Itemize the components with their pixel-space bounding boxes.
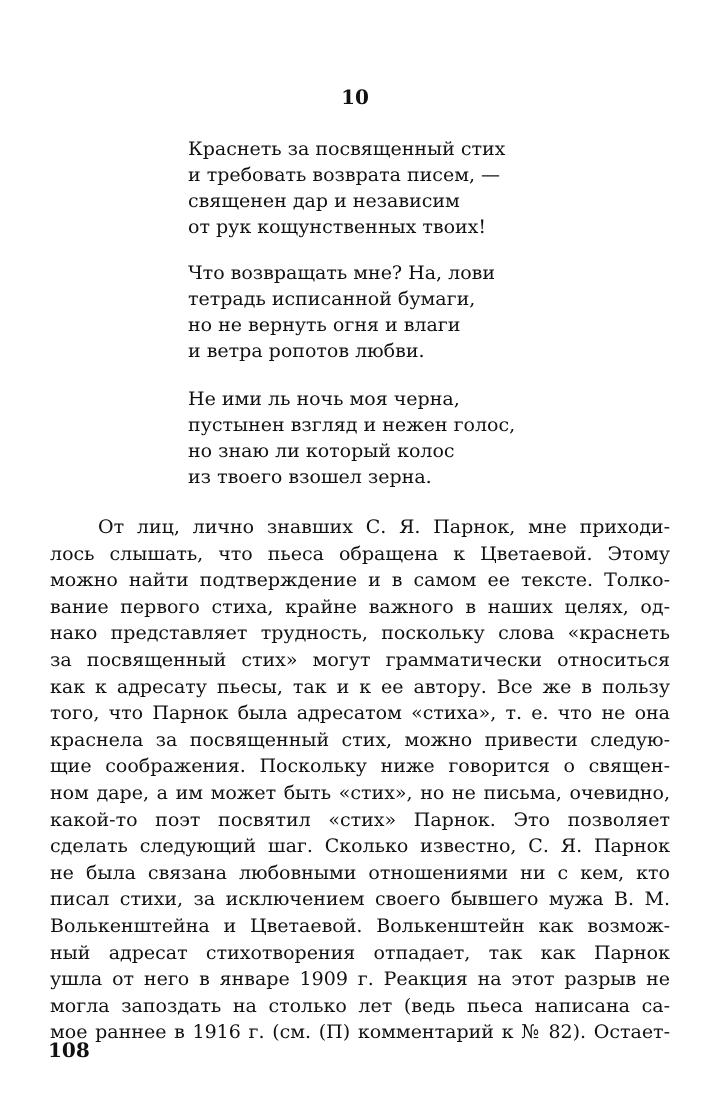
prose-line: писал стихи, за исключением своего бывшего мужа В. М. — [50, 888, 670, 911]
prose-line: лось слышать, что пьеса обращена к Цветаевой. Этому — [50, 542, 670, 565]
prose-line: не была связана любовными отношениями ни с кем, кто — [50, 861, 670, 884]
prose-line: могла запоздать на столько лет (ведь пьеса написана са- — [50, 994, 670, 1017]
prose-line: ушла от него в январе 1909 г. Реакция на этот разрыв не — [50, 968, 670, 991]
prose-line: можно найти подтверждение и в самом ее тексте. Толко- — [50, 569, 670, 592]
stanza-1 — [188, 136, 505, 240]
verse-line: тетрадь исписанной бумаги, — [188, 288, 476, 310]
prose-line: сделать следующий шаг. Сколько известно, С. Я. Парнок — [50, 835, 670, 858]
verse-line: и требовать возврата писем, — — [188, 164, 501, 186]
prose-line: Волькенштейна и Цветаевой. Волькенштейн как возмож- — [50, 914, 670, 937]
verse-line: Не ими ль ночь моя черна, — [188, 388, 460, 410]
verse-line: пустынен взгляд и нежен голос, — [188, 414, 516, 436]
prose-line: краснела за посвященный стих, можно привести следую- — [50, 728, 670, 751]
prose-line: мое раннее в 1916 г. (см. (П) комментарий к № 82). Остает- — [50, 1021, 670, 1044]
verse-line: но знаю ли который колос — [188, 440, 455, 462]
prose-line: щие соображения. Поскольку ниже говорится о священ- — [50, 755, 670, 778]
verse-line: Краснеть за посвященный стих — [188, 138, 506, 160]
prose-line: вание первого стиха, крайне важного в наших целях, од- — [50, 595, 670, 618]
stanza-2 — [188, 260, 495, 364]
prose-line: ный адресат стихотворения отпадает, так как Парнок — [50, 941, 670, 964]
prose-line: того, что Парнок была адресатом «стиха», т. е. что не она — [50, 702, 670, 725]
verse-line: от рук кощунственных твоих! — [188, 216, 487, 238]
prose-line: От лиц, лично знавших С. Я. Парнок, мне приходи- — [98, 516, 670, 538]
verse-line: но не вернуть огня и влаги — [188, 314, 461, 336]
verse-line: священен дар и независим — [188, 190, 460, 212]
poem-number: 10 — [341, 85, 369, 109]
verse-line: из твоего взошел зерна. — [188, 466, 432, 488]
prose-line: как к адресату пьесы, так и к ее автору. Все же в пользу — [50, 675, 670, 698]
verse-line: Что возвращать мне? На, лови — [188, 262, 496, 284]
page-number: 108 — [48, 1038, 90, 1062]
prose-line: какой-то поэт посвятил «стих» Парнок. Это позволяет — [50, 808, 670, 831]
stanza-3 — [188, 386, 515, 490]
prose-line: нако представляет трудность, поскольку слова «краснеть — [50, 622, 670, 645]
prose-line: за посвященный стих» могут грамматически относиться — [50, 648, 670, 671]
prose-line: ном даре, а им может быть «стих», но не письма, очевидно, — [50, 781, 670, 804]
commentary-paragraph — [50, 514, 670, 1046]
verse-line: и ветра ропотов любви. — [188, 340, 425, 362]
